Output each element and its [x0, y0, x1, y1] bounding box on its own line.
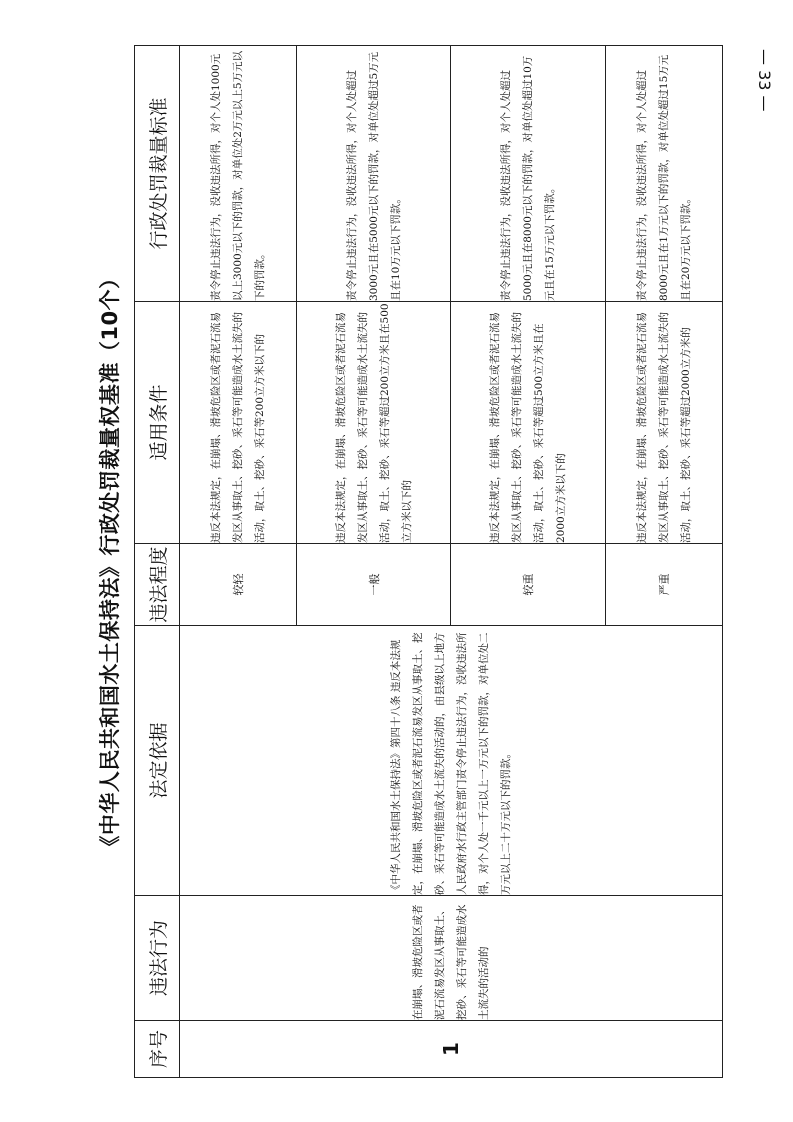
condition-cell: 违反本法规定，在崩塌、滑坡危险区或者泥石流易发区从事取土、挖砂、采石等可能造成水土流失的活动，取土、挖砂、采石等超过2000立方米的: [606, 302, 723, 544]
header-condition: 适用条件: [135, 302, 180, 544]
condition-cell: 违反本法规定，在崩塌、滑坡危险区或者泥石流易发区从事取土、挖砂、采石等可能造成水土流失的活动，取土、挖砂、采石等超过200立方米且在500立方米以下的: [296, 302, 451, 544]
condition-cell: 违反本法规定，在崩塌、滑坡危险区或者泥石流易发区从事取土、挖砂、采石等可能造成水土流失的活动，取土、挖砂、采石等200立方米以下的: [180, 302, 297, 544]
header-seq: 序号: [135, 1021, 180, 1078]
standard-cell: 责令停止违法行为，没收违法所得，对个人处超过3000元且在5000元以下的罚款，对单位处超过5万元且在10万元以下罚款。: [296, 46, 451, 302]
degree-cell: 较重: [451, 544, 606, 626]
rotated-table-sheet: [88, 46, 723, 1078]
document-title: 《中华人民共和国水土保持法》行政处罚裁量权基准（10个）: [98, 267, 122, 857]
header-act: 违法行为: [135, 896, 180, 1021]
table-row: [180, 46, 297, 1078]
condition-cell: 违反本法规定，在崩塌、滑坡危险区或者泥石流易发区从事取土、挖砂、采石等可能造成水土流失的活动，取土、挖砂、采石等超过500立方米且在2000立方米以下的: [451, 302, 606, 544]
degree-cell: 较轻: [180, 544, 297, 626]
row-seq: 1: [180, 1021, 723, 1078]
header-standard: 行政处罚裁量标准: [135, 46, 180, 302]
header-degree: 违法程度: [135, 544, 180, 626]
degree-cell: 一般: [296, 544, 451, 626]
penalty-standard-table: [134, 45, 723, 1078]
header-basis: 法定依据: [135, 626, 180, 896]
row-act: 在崩塌、滑坡危险区或者泥石流易发区从事取土、挖砂、采石等可能造成水土流失的活动的: [180, 896, 723, 1021]
standard-cell: 责令停止违法行为，没收违法所得，对个人处超过8000元且在1万元以下的罚款，对单位处超过15万元且在20万元以下罚款。: [606, 46, 723, 302]
page-number: — 33 —: [755, 48, 774, 112]
row-basis: 《中华人民共和国水土保持法》第四十八条 违反本法规定，在崩塌、滑坡危险区或者泥石流易发区从事取土、挖砂、采石等可能造成水土流失的活动的，由县级以上地方人民政府水行政主管部门责令停止违法行为，没收违法所得，对个人处一千元以上一万元以下的罚款，对单位处二万元以上二十万元以下的罚款。: [180, 626, 723, 896]
header-row: [135, 46, 180, 1078]
degree-cell: 严重: [606, 544, 723, 626]
standard-cell: 责令停止违法行为，没收违法所得，对个人处超过5000元且在8000元以下的罚款，对单位处超过10万元且在15万元以下罚款。: [451, 46, 606, 302]
standard-cell: 责令停止违法行为，没收违法所得，对个人处1000元以上3000元以下的罚款，对单位处2万元以上5万元以下的罚款。: [180, 46, 297, 302]
